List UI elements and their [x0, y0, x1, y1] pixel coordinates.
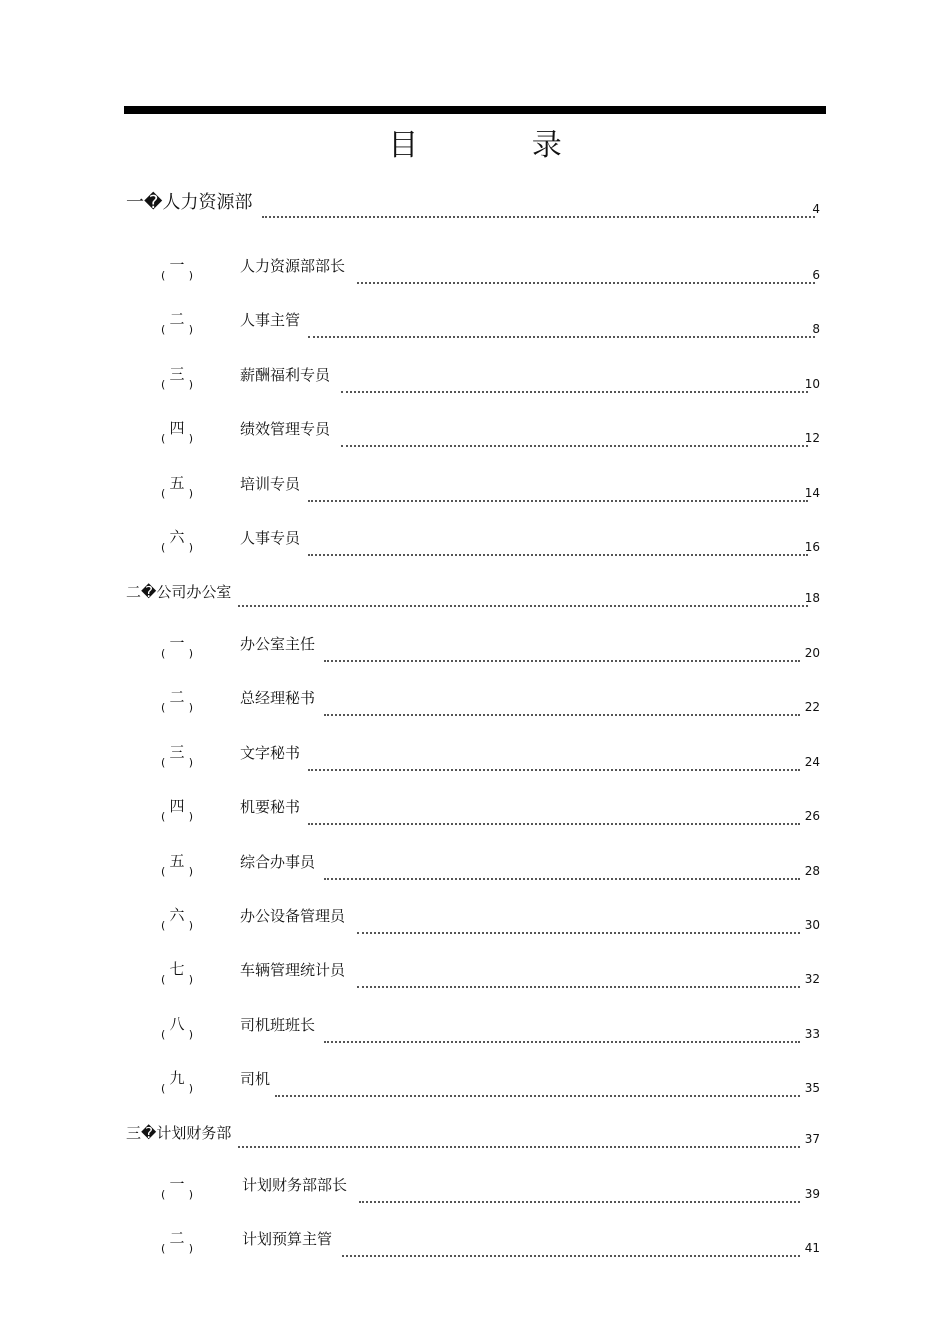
toc-entry-section[interactable] — [0, 1071, 950, 1111]
section-number: 八 — [169, 1015, 185, 1033]
paren-left: ( — [161, 701, 166, 714]
paren-left: ( — [161, 756, 166, 769]
toc-entry-chapter-2[interactable] — [0, 581, 950, 621]
dot-leader — [308, 544, 808, 556]
toc-entry-section[interactable] — [0, 258, 950, 298]
toc-entry-section[interactable] — [0, 476, 950, 516]
paren-right: ) — [188, 323, 193, 336]
section-number: 三 — [169, 365, 185, 383]
paren-left: ( — [161, 647, 166, 660]
paren-right: ) — [188, 378, 193, 391]
section-number: 四 — [169, 419, 185, 437]
page-number: 20 — [804, 646, 820, 660]
page-number: 37 — [804, 1132, 820, 1146]
page-number: 12 — [804, 431, 820, 445]
page-number: 32 — [804, 972, 820, 986]
section-number: 四 — [169, 797, 185, 815]
paren-right: ) — [188, 919, 193, 932]
toc-entry-section[interactable] — [0, 1231, 950, 1271]
page-number: 33 — [804, 1027, 820, 1041]
dot-leader — [357, 922, 800, 934]
dot-leader — [357, 976, 800, 988]
section-number: 二 — [169, 310, 185, 328]
paren-left: ( — [161, 919, 166, 932]
section-number-paren — [161, 1029, 193, 1041]
page-title: 目 录 — [388, 128, 614, 163]
section-title: 人事主管 — [240, 311, 301, 329]
section-number-paren — [161, 433, 193, 445]
section-title: 综合办事员 — [240, 853, 316, 871]
page-number: 26 — [804, 809, 820, 823]
section-title: 薪酬福利专员 — [240, 366, 331, 384]
section-number: 一 — [169, 634, 185, 652]
paren-left: ( — [161, 810, 166, 823]
section-number-paren — [161, 270, 193, 282]
section-title: 文字秘书 — [240, 744, 301, 762]
toc-entry-section[interactable] — [0, 745, 950, 785]
paren-right: ) — [188, 647, 193, 660]
section-title: 办公设备管理员 — [240, 907, 346, 925]
paren-left: ( — [161, 541, 166, 554]
toc-entry-section[interactable] — [0, 1177, 950, 1217]
page-number: 22 — [804, 700, 820, 714]
page-number: 4 — [812, 202, 820, 216]
dot-leader — [324, 650, 800, 662]
chapter-label: 三�计划财务部 — [126, 1124, 232, 1142]
dot-leader — [341, 381, 808, 393]
page-number: 16 — [804, 540, 820, 554]
section-number-paren — [161, 811, 193, 823]
section-title: 培训专员 — [240, 475, 301, 493]
section-title: 司机 — [240, 1070, 271, 1088]
paren-left: ( — [161, 323, 166, 336]
paren-right: ) — [188, 1028, 193, 1041]
dot-leader — [359, 1191, 800, 1203]
paren-right: ) — [188, 432, 193, 445]
section-number: 二 — [169, 688, 185, 706]
page-number: 6 — [812, 268, 820, 282]
section-number-paren — [161, 488, 193, 500]
page-number: 28 — [804, 864, 820, 878]
section-number: 五 — [169, 852, 185, 870]
dot-leader — [324, 704, 800, 716]
chapter-label: 二�公司办公室 — [126, 583, 232, 601]
section-number: 六 — [169, 528, 185, 546]
section-number-paren — [161, 648, 193, 660]
section-number-paren — [161, 1189, 193, 1201]
page-number: 39 — [804, 1187, 820, 1201]
paren-left: ( — [161, 1188, 166, 1201]
page-number: 41 — [804, 1241, 820, 1255]
section-number: 六 — [169, 906, 185, 924]
paren-right: ) — [188, 756, 193, 769]
paren-left: ( — [161, 269, 166, 282]
chapter-label: 一�人力资源部 — [126, 192, 253, 213]
section-title: 绩效管理专员 — [240, 420, 331, 438]
toc-entry-section[interactable] — [0, 799, 950, 839]
dot-leader — [238, 595, 808, 607]
toc-entry-section[interactable] — [0, 908, 950, 948]
paren-right: ) — [188, 973, 193, 986]
dot-leader — [324, 1031, 800, 1043]
paren-right: ) — [188, 1188, 193, 1201]
toc-entry-chapter-1[interactable] — [0, 192, 950, 232]
paren-left: ( — [161, 1028, 166, 1041]
paren-right: ) — [188, 810, 193, 823]
paren-left: ( — [161, 1082, 166, 1095]
paren-right: ) — [188, 541, 193, 554]
section-number: 三 — [169, 743, 185, 761]
title-rule — [124, 106, 826, 114]
section-number-paren — [161, 702, 193, 714]
paren-left: ( — [161, 973, 166, 986]
paren-left: ( — [161, 487, 166, 500]
section-number-paren — [161, 974, 193, 986]
page-number: 18 — [804, 591, 820, 605]
paren-right: ) — [188, 487, 193, 500]
section-title: 办公室主任 — [240, 635, 316, 653]
section-title: 人事专员 — [240, 529, 301, 547]
paren-right: ) — [188, 701, 193, 714]
section-number: 二 — [169, 1229, 185, 1247]
section-title: 司机班班长 — [240, 1016, 316, 1034]
section-title: 人力资源部部长 — [240, 257, 346, 275]
paren-left: ( — [161, 865, 166, 878]
toc-entry-section[interactable] — [0, 367, 950, 407]
dot-leader — [357, 272, 815, 284]
section-number-paren — [161, 542, 193, 554]
paren-right: ) — [188, 1082, 193, 1095]
paren-left: ( — [161, 432, 166, 445]
dot-leader — [238, 1136, 800, 1148]
toc-entry-section[interactable] — [0, 962, 950, 1002]
section-number-paren — [161, 920, 193, 932]
paren-right: ) — [188, 269, 193, 282]
paren-left: ( — [161, 1242, 166, 1255]
paren-left: ( — [161, 378, 166, 391]
page-number: 8 — [812, 322, 820, 336]
dot-leader — [308, 490, 808, 502]
section-number: 九 — [169, 1069, 185, 1087]
section-title: 车辆管理统计员 — [240, 961, 346, 979]
dot-leader — [262, 206, 815, 218]
section-number-paren — [161, 379, 193, 391]
dot-leader — [308, 326, 815, 338]
toc-entry-chapter-3[interactable] — [0, 1122, 950, 1162]
page-number: 30 — [804, 918, 820, 932]
dot-leader — [275, 1085, 800, 1097]
section-number: 七 — [169, 960, 185, 978]
page-number: 35 — [804, 1081, 820, 1095]
section-number: 五 — [169, 474, 185, 492]
section-title: 总经理秘书 — [240, 689, 316, 707]
section-number-paren — [161, 324, 193, 336]
section-title: 机要秘书 — [240, 798, 301, 816]
page-number: 10 — [804, 377, 820, 391]
toc-entry-section[interactable] — [0, 854, 950, 894]
toc-entry-section[interactable] — [0, 690, 950, 730]
page-number: 14 — [804, 486, 820, 500]
section-number-paren — [161, 1243, 193, 1255]
dot-leader — [308, 759, 800, 771]
toc-entry-section[interactable] — [0, 530, 950, 570]
paren-right: ) — [188, 865, 193, 878]
section-number-paren — [161, 866, 193, 878]
section-title: 计划财务部部长 — [242, 1176, 348, 1194]
section-title: 计划预算主管 — [242, 1230, 333, 1248]
dot-leader — [341, 435, 808, 447]
section-number-paren — [161, 1083, 193, 1095]
section-number: 一 — [169, 256, 185, 274]
toc-entry-section[interactable] — [0, 636, 950, 676]
page-number: 24 — [804, 755, 820, 769]
dot-leader — [342, 1245, 800, 1257]
section-number-paren — [161, 757, 193, 769]
dot-leader — [324, 868, 800, 880]
toc-entry-section[interactable] — [0, 312, 950, 352]
paren-right: ) — [188, 1242, 193, 1255]
toc-entry-section[interactable] — [0, 421, 950, 461]
toc-entry-section[interactable] — [0, 1017, 950, 1057]
dot-leader — [308, 813, 800, 825]
section-number: 一 — [169, 1175, 185, 1193]
